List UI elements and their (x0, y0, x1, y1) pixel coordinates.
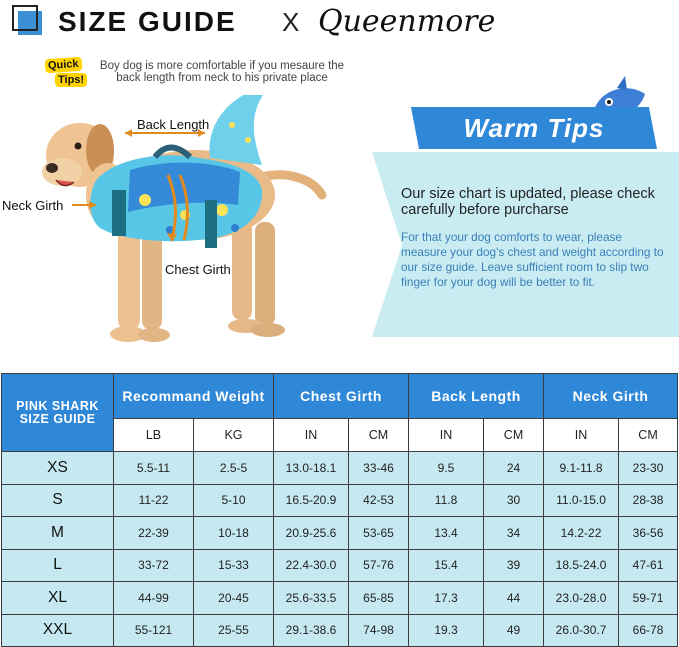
table-cell: 11.0-15.0 (544, 484, 619, 517)
table-row (2, 517, 678, 550)
unit-cell: LB (114, 419, 194, 452)
table-cell: 10-18 (194, 517, 274, 550)
warm-tips-heading: Our size chart is updated, please check carefully before purcharse (401, 186, 655, 218)
size-cell: XXL (2, 614, 114, 647)
table-row (2, 452, 678, 485)
table-cell: 30 (484, 484, 544, 517)
header-chest-girth: Chest Girth (274, 374, 409, 419)
unit-cell: CM (619, 419, 678, 452)
header-neck-girth: Neck Girth (544, 374, 678, 419)
table-cell: 57-76 (349, 549, 409, 582)
table-cell: 49 (484, 614, 544, 647)
table-header-row (2, 374, 678, 419)
table-cell: 9.5 (409, 452, 484, 485)
table-cell: 17.3 (409, 582, 484, 615)
table-cell: 74-98 (349, 614, 409, 647)
table-cell: 22-39 (114, 517, 194, 550)
header-back-length: Back Length (409, 374, 544, 419)
table-cell: 29.1-38.6 (274, 614, 349, 647)
table-cell: 33-46 (349, 452, 409, 485)
table-cell: 2.5-5 (194, 452, 274, 485)
unit-cell: IN (544, 419, 619, 452)
unit-cell: CM (349, 419, 409, 452)
table-cell: 65-85 (349, 582, 409, 615)
table-cell: 18.5-24.0 (544, 549, 619, 582)
table-cell: 47-61 (619, 549, 678, 582)
chest-girth-label: Chest Girth (165, 262, 231, 277)
table-cell: 5.5-11 (114, 452, 194, 485)
table-corner-title: PINK SHARK SIZE GUIDE (2, 374, 114, 452)
table-row (2, 484, 678, 517)
unit-cell: IN (274, 419, 349, 452)
table-cell: 23.0-28.0 (544, 582, 619, 615)
unit-cell: IN (409, 419, 484, 452)
size-cell: S (2, 484, 114, 517)
table-cell: 25-55 (194, 614, 274, 647)
table-cell: 9.1-11.8 (544, 452, 619, 485)
table-cell: 59-71 (619, 582, 678, 615)
table-cell: 16.5-20.9 (274, 484, 349, 517)
size-cell: M (2, 517, 114, 550)
quick-tips-badge-line2: Tips! (55, 73, 87, 87)
table-cell: 13.4 (409, 517, 484, 550)
quick-tips-badge-line1: Quick (45, 57, 82, 74)
table-cell: 55-121 (114, 614, 194, 647)
brand-separator: X (282, 7, 300, 37)
table-cell: 24 (484, 452, 544, 485)
table-cell: 66-78 (619, 614, 678, 647)
quick-tips-text: Boy dog is more comfortable if you mesaure the back length from neck to his private place (99, 60, 345, 84)
size-cell: XS (2, 452, 114, 485)
table-cell: 36-56 (619, 517, 678, 550)
warm-tips-body: For that your dog comforts to wear, please measure your dog's chest and weight according to our size guide. Leave sufficient room to slip two finger for your dog will be better to fit. (401, 230, 664, 289)
table-cell: 28-38 (619, 484, 678, 517)
unit-cell: CM (484, 419, 544, 452)
table-cell: 33-72 (114, 549, 194, 582)
table-cell: 34 (484, 517, 544, 550)
size-cell: XL (2, 582, 114, 615)
logo-squares-icon (12, 5, 42, 35)
table-cell: 14.2-22 (544, 517, 619, 550)
table-cell: 25.6-33.5 (274, 582, 349, 615)
size-cell: L (2, 549, 114, 582)
table-row (2, 549, 678, 582)
table-cell: 44 (484, 582, 544, 615)
table-cell: 11-22 (114, 484, 194, 517)
neck-girth-label: Neck Girth (2, 198, 64, 213)
table-row (2, 614, 678, 647)
table-cell: 42-53 (349, 484, 409, 517)
table-cell: 44-99 (114, 582, 194, 615)
table-cell: 39 (484, 549, 544, 582)
brand-name: Queenmore (318, 4, 496, 39)
size-guide-table (1, 373, 678, 647)
table-cell: 11.8 (409, 484, 484, 517)
table-cell: 22.4-30.0 (274, 549, 349, 582)
page-title: SIZE GUIDE (58, 6, 237, 37)
table-cell: 26.0-30.7 (544, 614, 619, 647)
table-cell: 20-45 (194, 582, 274, 615)
table-cell: 20.9-25.6 (274, 517, 349, 550)
header-recommand-weight: Recommand Weight (114, 374, 274, 419)
table-cell: 53-65 (349, 517, 409, 550)
table-row (2, 582, 678, 615)
dog-in-shark-vest-image (0, 95, 380, 355)
table-cell: 19.3 (409, 614, 484, 647)
warm-tips-title: Warm Tips (463, 112, 605, 143)
table-cell: 5-10 (194, 484, 274, 517)
unit-cell: KG (194, 419, 274, 452)
back-length-label: Back Length (137, 117, 210, 132)
table-cell: 13.0-18.1 (274, 452, 349, 485)
table-cell: 15-33 (194, 549, 274, 582)
table-cell: 23-30 (619, 452, 678, 485)
quick-tips-badge (45, 58, 91, 88)
table-cell: 15.4 (409, 549, 484, 582)
